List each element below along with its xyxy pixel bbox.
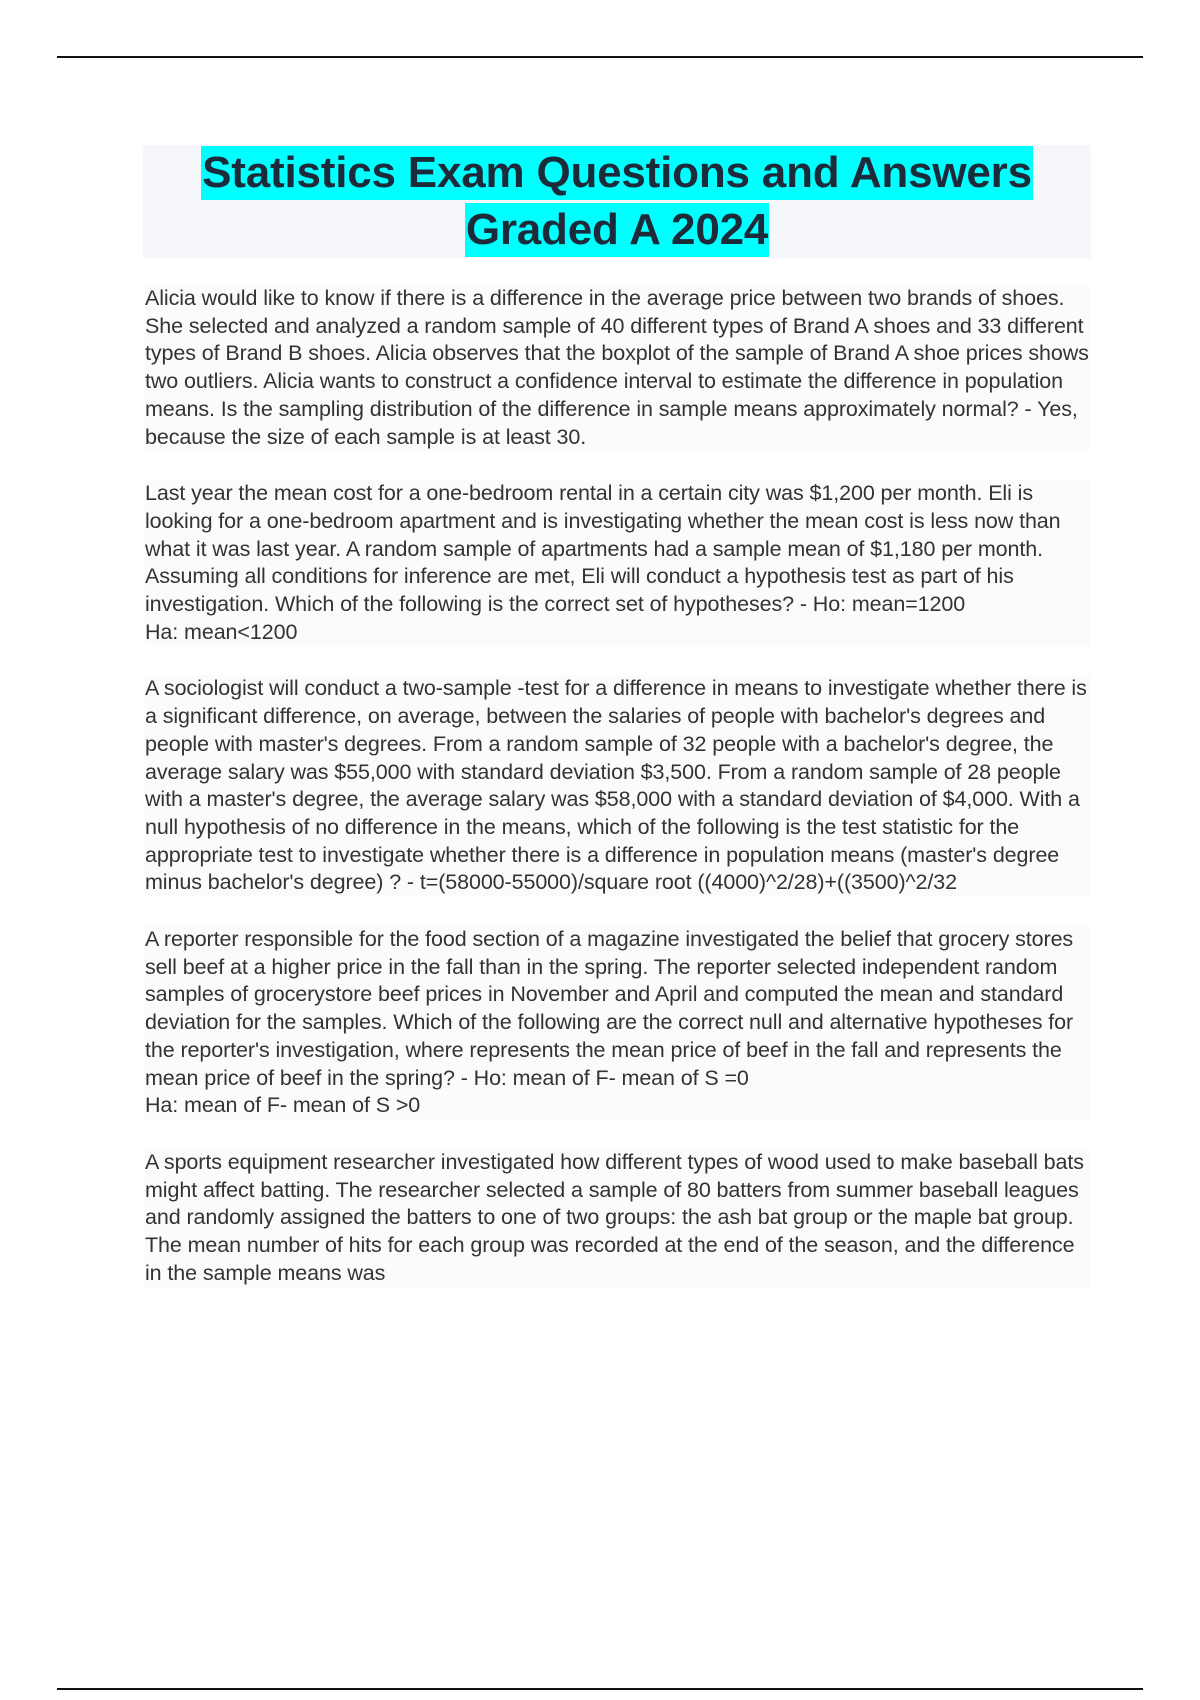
header-rule [57,56,1143,58]
question-text: A sports equipment researcher investigated how different types of wood used to make baseball bats might affect batting. The researcher selected a sample of 80 batters from summer baseball leagues and randomly assigned the batters to one of two groups: the ash bat group or the maple bat group. The mean number of hits for each group was recorded at the end of the season, and the difference in the sample means was [145,1149,1084,1285]
document-title [143,145,1091,258]
question-text: Last year the mean cost for a one-bedroom rental in a certain city was $1,200 per month. Eli is looking for a one-bedroom apartment and is investigating whether the mean cost is less now than what it was last year. A random sample of apartments had a sample mean of $1,180 per month. Assuming all conditions for inference are met, Eli will conduct a hypothesis test as part of his investigation. Which of the following is the correct set of hypotheses? [145,481,1061,617]
answer-text-line-2: Ha: mean of F- mean of S >0 [145,1093,421,1118]
answer-text: - t=(58000-55000)/square root ((4000)^2/28)+((3500)^2/32 [401,870,957,895]
question-text: Alicia would like to know if there is a difference in the average price between two brands of shoes. She selected and analyzed a random sample of 40 different types of Brand A shoes and 33 different types of Brand B shoes. Alicia observes that the boxplot of the sample of Brand A shoe prices shows two outliers. Alicia wants to construct a confidence interval to estimate the difference in population means. Is the sampling distribution of the difference in sample means approximately normal? [145,286,1089,421]
qa-item-5 [145,1149,1090,1288]
question-text: A reporter responsible for the food section of a magazine investigated the belief that grocery stores sell beef at a higher price in the fall than in the spring. The reporter selected independent random samples of grocerystore beef prices in November and April and computed the mean and standard deviation for the samples. Which of the following are the correct null and alternative hypotheses for the reporter's investigation, where represents the mean price of beef in the fall and represents the mean price of beef in the spring? [145,927,1074,1090]
answer-text-line-2: Ha: mean<1200 [145,619,298,644]
qa-item-4 [145,926,1090,1120]
footer-rule [57,1688,1143,1690]
qa-item-3 [145,675,1090,897]
title-line-1: Statistics Exam Questions and Answers [201,146,1033,200]
answer-text: - Yes, because the size of each sample is at least 30. [145,396,1078,449]
answer-text: - Ho: mean=1200 [794,592,966,617]
answer-text: - Ho: mean of F- mean of S =0 [454,1065,749,1090]
question-text: A sociologist will conduct a two-sample -test for a difference in means to investigate whether there is a significant difference, on average, between the salaries of people with bachelor's degrees and people with master's degrees. From a random sample of 32 people with a bachelor's degree, the average salary was $55,000 with standard deviation $3,500. From a random sample of 28 people with a master's degree, the average salary was $58,000 with a standard deviation of $4,000. With a null hypothesis of no difference in the means, which of the following is the test statistic for the appropriate test to investigate whether there is a difference in population means (master's degree minus bachelor's degree) ? [145,676,1087,895]
qa-list [145,285,1090,1317]
title-line-2: Graded A 2024 [465,203,769,257]
qa-item-1 [145,285,1090,451]
qa-item-2 [145,480,1090,646]
